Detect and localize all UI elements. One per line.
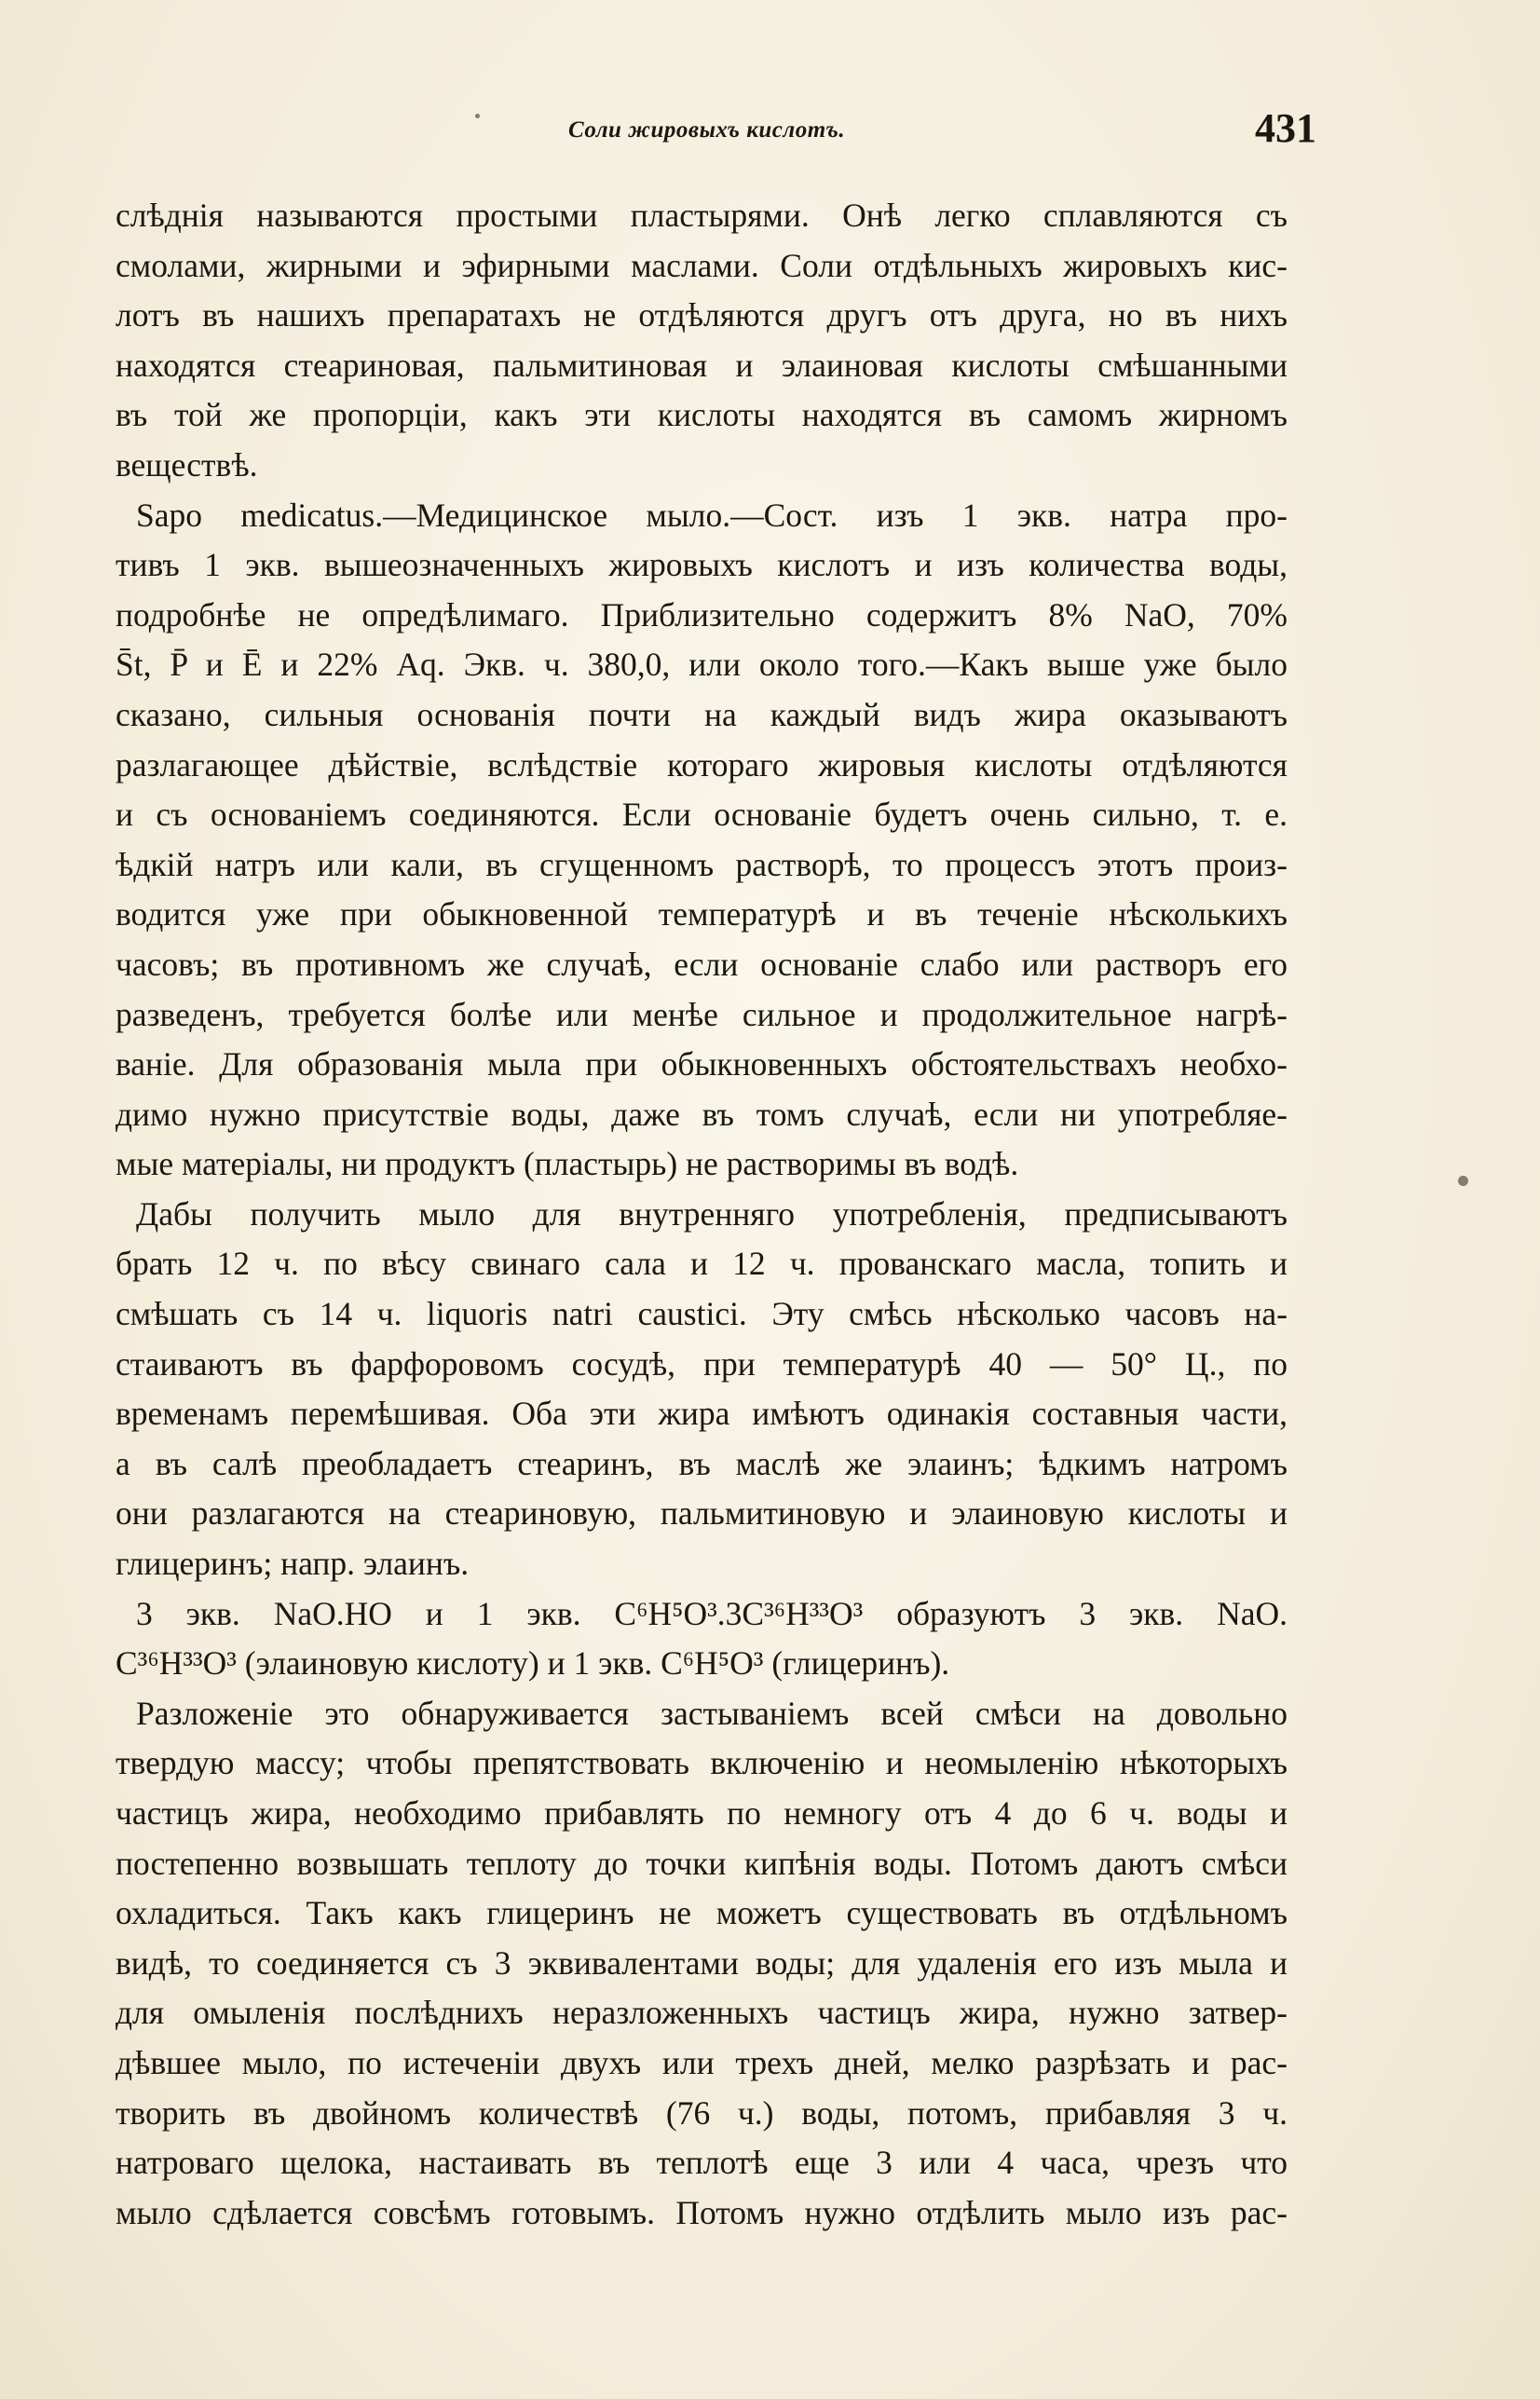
- body-text: [116, 191, 1288, 2238]
- text-line: ѣдкій натръ или кали, въ сгущенномъ растворѣ, то процессъ этотъ произ-: [116, 845, 1288, 883]
- text-line: разведенъ, требуется болѣе или менѣе сильное и продолжительное нагрѣ-: [116, 995, 1288, 1033]
- text-line: димо нужно присутствіе воды, даже въ томъ случаѣ, если ни употребляе-: [116, 1095, 1288, 1133]
- page-header: [112, 104, 1316, 160]
- text-line: и съ основаніемъ соединяются. Если основаніе будетъ очень сильно, т. е.: [116, 796, 1288, 834]
- text-line: натроваго щелока, настаивать въ теплотѣ еще 3 или 4 часа, чрезъ что: [116, 2144, 1288, 2182]
- ink-spot: [1458, 1176, 1468, 1186]
- text-line: водится уже при обыкновенной температурѣ и въ теченіе нѣсколькихъ: [116, 895, 1288, 934]
- text-line: постепенно возвышать теплоту до точки кипѣнія воды. Потомъ даютъ смѣси: [116, 1844, 1288, 1882]
- text-line: подробнѣе не опредѣлимаго. Приблизительно содержитъ 8% NaO, 70%: [116, 595, 1288, 634]
- text-line: веществѣ.: [116, 445, 258, 484]
- text-line: слѣднія называются простыми пластырями. Онѣ легко сплавляются съ: [116, 197, 1288, 234]
- text-line: Дабы получить мыло для внутренняго употребленія, предписываютъ: [136, 1194, 1288, 1233]
- formula-line: C³⁶H³³O³ (элаиновую кислоту) и 1 экв. C⁶H⁵O³ (глицеринъ).: [116, 1644, 950, 1683]
- page-number: 431: [1255, 105, 1316, 151]
- text-line: находятся стеариновая, пальмитиновая и элаиновая кислоты смѣшанными: [116, 346, 1288, 384]
- text-line: Разложеніе это обнаруживается застываніемъ всей смѣси на довольно: [136, 1694, 1288, 1732]
- text-line: временамъ перемѣшивая. Оба эти жира имѣютъ одинакія составныя части,: [116, 1395, 1288, 1433]
- text-line: мые матеріалы, ни продуктъ (пластырь) не растворимы въ водѣ.: [116, 1145, 1019, 1183]
- text-line: твердую массу; чтобы препятствовать включенію и неомыленію нѣкоторыхъ: [116, 1744, 1288, 1782]
- formula-line: 3 экв. NaO.HO и 1 экв. C⁶H⁵O³.3C³⁶H³³O³ образуютъ 3 экв. NaO.: [136, 1594, 1288, 1632]
- text-line: S̄t, P̄ и Ē и 22% Aq. Экв. ч. 380,0, или около того.—Какъ выше уже было: [116, 646, 1288, 684]
- text-line: ваніе. Для образованія мыла при обыкновенныхъ обстоятельствахъ необхо-: [116, 1045, 1288, 1084]
- text-line: въ той же пропорціи, какъ эти кислоты находятся въ самомъ жирномъ: [116, 396, 1288, 434]
- text-line: творить въ двойномъ количествѣ (76 ч.) воды, потомъ, прибавляя 3 ч.: [116, 2093, 1288, 2132]
- text-line: смѣшать съ 14 ч. liquoris natri caustici. Эту смѣсь нѣсколько часовъ на-: [116, 1295, 1288, 1333]
- text-line: часовъ; въ противномъ же случаѣ, если основаніе слабо или растворъ его: [116, 945, 1288, 983]
- text-line: глицеринъ; напр. элаинъ.: [116, 1545, 470, 1583]
- text-line: сказано, сильныя основанія почти на каждый видъ жира оказываютъ: [116, 695, 1288, 733]
- text-line: для омыленія послѣднихъ неразложенныхъ частицъ жира, нужно затвер-: [116, 1994, 1288, 2032]
- text-line: Sapo medicatus.—Медицинское мыло.—Сост. изъ 1 экв. натра про-: [136, 496, 1288, 534]
- text-line: частицъ жира, необходимо прибавлять по немногу отъ 4 до 6 ч. воды и: [116, 1794, 1288, 1832]
- text-line: смолами, жирными и эфирными маслами. Соли отдѣльныхъ жировыхъ кис-: [116, 246, 1288, 284]
- text-line: тивъ 1 экв. вышеозначенныхъ жировыхъ кислотъ и изъ количества воды,: [116, 546, 1288, 584]
- text-line: лотъ въ нашихъ препаратахъ не отдѣляются другъ отъ друга, но въ нихъ: [116, 296, 1288, 334]
- text-line: мыло сдѣлается совсѣмъ готовымъ. Потомъ нужно отдѣлить мыло изъ рас-: [116, 2193, 1288, 2231]
- running-title: Соли жировыхъ кислотъ.: [568, 117, 846, 143]
- text-line: видѣ, то соединяется съ 3 эквивалентами воды; для удаленія его изъ мыла и: [116, 1943, 1288, 1982]
- text-line: дѣвшее мыло, по истеченіи двухъ или трехъ дней, мелко разрѣзать и рас-: [116, 2043, 1288, 2081]
- text-line: охладиться. Такъ какъ глицеринъ не можетъ существовать въ отдѣльномъ: [116, 1894, 1288, 1932]
- text-line: разлагающее дѣйствіе, вслѣдствіе котораго жировыя кислоты отдѣляются: [116, 745, 1288, 784]
- text-line: стаиваютъ въ фарфоровомъ сосудѣ, при температурѣ 40 — 50° Ц., по: [116, 1344, 1288, 1383]
- ink-spot: [475, 114, 480, 118]
- text-line: брать 12 ч. по вѣсу свинаго сала и 12 ч. прованскаго масла, топить и: [116, 1245, 1288, 1283]
- text-line: они разлагаются на стеариновую, пальмитиновую и элаиновую кислоты и: [116, 1494, 1288, 1533]
- text-line: а въ салѣ преобладаетъ стеаринъ, въ маслѣ же элаинъ; ѣдкимъ натромъ: [116, 1444, 1288, 1482]
